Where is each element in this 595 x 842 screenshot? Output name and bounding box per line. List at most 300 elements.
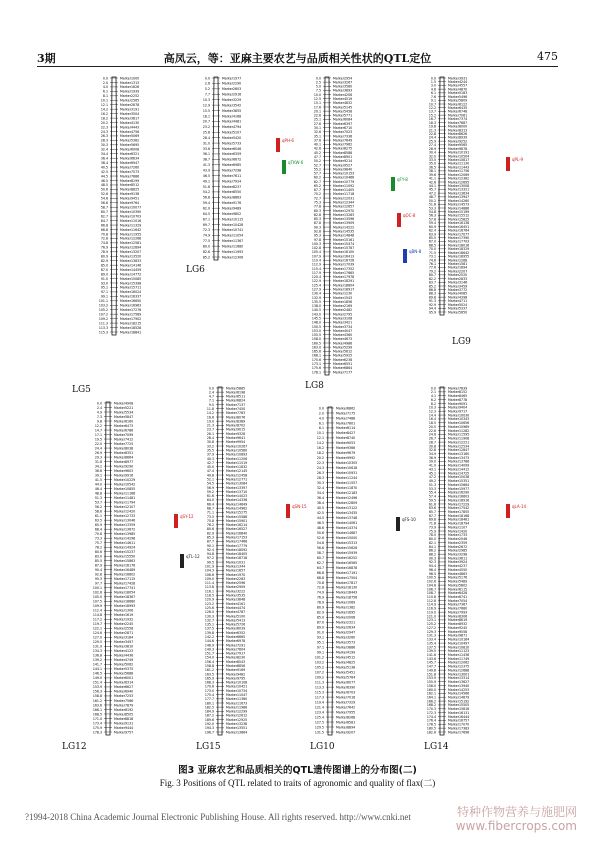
marker-position: 101.9 (204, 564, 214, 569)
marker-name: Marker1306 (114, 608, 134, 613)
marker-position: 52.6 (100, 192, 108, 197)
marker-position: 111.3 (98, 321, 108, 326)
marker-position: 123.2 (204, 601, 214, 606)
marker-name: Marker5100 (226, 614, 246, 619)
marker-name: Marker7099 (114, 432, 134, 437)
marker-position: 22.8 (428, 132, 436, 137)
marker-name: Marker11443 (448, 165, 470, 170)
marker-name: Marker10817 (448, 158, 470, 163)
marker-name: Marker13207 (120, 250, 142, 255)
marker-name: Marker1970 (226, 572, 246, 577)
marker-position: 144.6 (204, 639, 214, 644)
marker-position: 68.4 (94, 527, 102, 532)
marker-position: 17.6 (313, 105, 321, 110)
marker-name: Marker11749 (448, 656, 470, 661)
marker-position: 178.1 (311, 370, 321, 375)
marker-position: 51.3 (428, 482, 436, 487)
linkage-group-lg8 (305, 75, 422, 391)
marker-name: Marker14879 (448, 695, 470, 700)
marker-name: Marker7879 (114, 703, 134, 708)
marker-name: Marker11367 (222, 239, 244, 244)
marker-position: 125.4 (311, 283, 321, 288)
marker-position: 54.2 (202, 190, 210, 195)
marker-position: 56.2 (94, 504, 102, 509)
marker-name: Marker3734 (333, 324, 353, 329)
marker-name: Marker7573 (120, 169, 140, 174)
marker-position: 192.0 (204, 722, 214, 727)
marker-name: Marker2909 (226, 585, 246, 590)
marker-name: Marker8465 (448, 394, 468, 399)
marker-position: 87.8 (313, 221, 321, 226)
marker-position: 58.7 (100, 205, 108, 210)
marker-name: Marker7680 (448, 606, 468, 611)
marker-name: Marker10421 (226, 684, 248, 689)
marker-position: 112.4 (92, 608, 102, 613)
marker-position: 73.5 (206, 514, 214, 519)
marker-name: Marker4787 (226, 610, 246, 615)
marker-position: 168.5 (92, 712, 102, 717)
marker-position: 100.3 (311, 241, 321, 246)
marker-position: 73.1 (428, 254, 436, 259)
marker-position: 125.4 (314, 715, 324, 720)
marker-position: 176.4 (426, 718, 436, 723)
marker-name: Marker8275 (333, 146, 353, 151)
marker-position: 54.8 (428, 210, 436, 215)
linkage-group-lg14 (420, 385, 530, 752)
marker-name: Marker8543 (226, 659, 246, 664)
qtl-interval (174, 513, 194, 528)
marker-position: 162.1 (426, 691, 436, 696)
marker-name: Marker16100 (333, 250, 355, 255)
marker-position: 95.1 (316, 640, 324, 645)
marker-position: 52.6 (316, 535, 324, 540)
marker-position: 56.3 (428, 213, 436, 218)
marker-name: Marker13238 (226, 722, 248, 727)
marker-name: Marker17817 (336, 580, 358, 585)
marker-position: 23.2 (202, 125, 210, 130)
marker-position: 75.3 (313, 200, 321, 205)
marker-position: 56.9 (206, 485, 214, 490)
marker-name: Marker10810 (448, 645, 470, 650)
marker-name: Marker5695 (120, 143, 140, 148)
marker-position: 184.9 (204, 709, 214, 714)
marker-position: 112.8 (426, 598, 436, 603)
marker-name: Marker4519 (333, 97, 353, 102)
marker-name: Marker4550 (448, 567, 468, 572)
marker-name: Marker14253 (448, 687, 470, 692)
marker-position: 41.1 (428, 176, 436, 181)
marker-position: 49.2 (428, 479, 436, 484)
lg-label: LG8 (305, 381, 324, 391)
marker-name: Marker17855 (448, 509, 470, 514)
marker-position: 14.4 (428, 413, 436, 418)
marker-position: 148.0 (311, 320, 321, 325)
marker-name: Marker2482 (333, 308, 353, 313)
marker-name: Marker7611 (222, 173, 242, 178)
marker-name: Marker4474 (226, 605, 246, 610)
marker-position: 40.5 (316, 505, 324, 510)
marker-position: 34.4 (316, 491, 324, 496)
qtl-interval (506, 504, 527, 518)
marker-position: 78.9 (100, 250, 108, 255)
marker-name: Marker2795 (333, 312, 353, 317)
marker-position: 161.2 (92, 698, 102, 703)
marker-name: Marker13435 (336, 510, 358, 515)
marker-position: 2.1 (430, 390, 436, 395)
marker-position: 80.6 (94, 550, 102, 555)
site-watermark (456, 805, 577, 833)
marker-name: Marker11329 (120, 223, 142, 228)
marker-position: 116.9 (426, 606, 436, 611)
marker-position: 110.4 (311, 258, 321, 263)
marker-position: 196.7 (204, 730, 214, 735)
marker-position: 82.1 (428, 540, 436, 545)
marker-name: Marker3542 (222, 103, 242, 108)
marker-name: Marker4168 (222, 114, 242, 119)
marker-position: 35.5 (206, 448, 214, 453)
marker-name: Marker10580 (226, 448, 248, 453)
marker-name: Marker3497 (114, 640, 134, 645)
marker-name: Marker12809 (336, 501, 358, 506)
marker-position: 4.0 (318, 416, 324, 421)
marker-name: Marker16726 (333, 258, 355, 263)
marker-name: Marker8237 (222, 184, 242, 189)
marker-name: Marker8268 (336, 715, 356, 720)
marker-name: Marker13627 (448, 680, 470, 685)
marker-position: 119.0 (426, 610, 436, 615)
marker-name: Marker4863 (448, 571, 468, 576)
marker-name: Marker7298 (222, 168, 242, 173)
marker-position: 48.7 (428, 195, 436, 200)
marker-position: 75.8 (206, 518, 214, 523)
marker-name: Marker4085 (448, 291, 468, 296)
marker-position: 30.1 (313, 125, 321, 130)
marker-name: Marker17665 (333, 270, 355, 275)
marker-name: Marker6039 (226, 626, 246, 631)
marker-name: Marker6511 (226, 394, 246, 399)
marker-position: 93.0 (100, 281, 108, 286)
marker-position: 46.5 (316, 520, 324, 525)
marker-position: 70.8 (100, 232, 108, 237)
marker-position: 51.6 (202, 184, 210, 189)
marker-name: Marker18443 (336, 590, 358, 595)
marker-position: 145.7 (426, 660, 436, 665)
marker-position: 88.3 (428, 291, 436, 296)
marker-position: 2.0 (102, 80, 108, 85)
marker-position: 138.0 (311, 304, 321, 309)
marker-name: Marker16757 (448, 718, 470, 723)
marker-name: Marker13596 (333, 217, 355, 222)
marker-name: Marker6435 (448, 106, 468, 111)
marker-position: 22.6 (313, 113, 321, 118)
marker-name: Marker17276 (120, 308, 142, 313)
marker-position: 153.0 (311, 328, 321, 333)
marker-position: 12.1 (100, 103, 108, 108)
marker-position: 28.4 (202, 135, 210, 140)
marker-position: 45.2 (313, 150, 321, 155)
marker-name: Marker14412 (448, 467, 470, 472)
marker-name: Marker15351 (448, 479, 470, 484)
marker-name: Marker9764 (120, 201, 140, 206)
marker-name: Marker12306 (222, 255, 244, 260)
marker-position: 32.6 (313, 130, 321, 135)
marker-name: Marker15192 (448, 699, 470, 704)
marker-name: Marker16024 (120, 290, 142, 295)
marker-position: 36.4 (316, 496, 324, 501)
marker-position: 168.1 (311, 353, 321, 358)
marker-name: Marker16963 (120, 303, 142, 308)
marker-position: 129.5 (314, 725, 324, 730)
marker-name: Marker9802 (222, 211, 242, 216)
marker-name: Marker17741 (114, 586, 136, 591)
marker-name: Marker8894 (336, 725, 356, 730)
marker-position: 125.2 (426, 622, 436, 627)
issue-number: 3期 (37, 52, 56, 65)
marker-position: 16.7 (428, 117, 436, 122)
marker-name: Marker1107 (448, 525, 468, 530)
marker-position: 118.5 (204, 593, 214, 598)
figure-caption-en: Fig. 3 Positions of QTL related to traits of agronomic and quality of flax(二) (159, 778, 436, 788)
marker-position: 106.7 (426, 587, 436, 592)
marker-name: Marker2833 (448, 276, 468, 281)
marker-name: Marker9916 (114, 473, 134, 478)
marker-name: Marker12062 (448, 660, 470, 665)
marker-position: 25.8 (202, 130, 210, 135)
marker-position: 102.6 (92, 590, 102, 595)
marker-name: Marker16176 (114, 563, 136, 568)
marker-name: Marker7336 (333, 134, 353, 139)
marker-position: 44.1 (428, 184, 436, 189)
marker-name: Marker5221 (114, 405, 134, 410)
marker-name: Marker11282 (448, 428, 470, 433)
marker-name: Marker6077 (336, 680, 356, 685)
marker-position: 143.6 (426, 656, 436, 661)
marker-position: 7.6 (430, 94, 436, 99)
marker-position: 124.6 (92, 631, 102, 636)
marker-position: 37.6 (313, 138, 321, 143)
marker-name: Marker3260 (336, 635, 356, 640)
linkage-group-lg15 (196, 385, 310, 752)
marker-name: Marker10497 (448, 641, 470, 646)
marker-name: Marker10466 (333, 175, 355, 180)
marker-name: Marker7763 (226, 411, 246, 416)
marker-name: Marker9366 (336, 446, 356, 451)
marker-name: Marker7687 (448, 120, 468, 125)
marker-position: 20.1 (313, 109, 321, 114)
marker-name: Marker9717 (448, 409, 468, 414)
marker-name: Marker11832 (226, 465, 248, 470)
marker-position: 27.6 (313, 121, 321, 126)
marker-position: 113.3 (314, 685, 324, 690)
marker-name: Marker4360 (333, 333, 353, 338)
marker-position: 39.1 (94, 473, 102, 478)
marker-name: Marker9878 (448, 146, 468, 151)
marker-name: Marker2359 (448, 540, 468, 545)
marker-name: Marker8038 (114, 446, 134, 451)
marker-name: Marker3184 (114, 635, 134, 640)
marker-name: Marker7329 (336, 700, 356, 705)
marker-position: 151.7 (204, 651, 214, 656)
marker-name: Marker9138 (120, 192, 140, 197)
marker-position: 132.7 (204, 618, 214, 623)
marker-name: Marker6428 (448, 591, 468, 596)
marker-position: 47.2 (428, 475, 436, 480)
marker-name: Marker16489 (114, 568, 136, 573)
marker-position: 58.6 (94, 509, 102, 514)
marker-name: Marker3298 (448, 552, 468, 557)
marker-position: 82.9 (206, 531, 214, 536)
marker-name: Marker10734 (226, 688, 248, 693)
marker-position: 99.1 (316, 650, 324, 655)
marker-name: Marker11955 (120, 232, 142, 237)
marker-name: Marker8778 (448, 397, 468, 402)
marker-name: Marker14023 (226, 494, 248, 499)
marker-position: 46.5 (100, 178, 108, 183)
marker-name: Marker1382 (336, 605, 356, 610)
marker-name: Marker1543 (333, 295, 353, 300)
marker-name: Marker7924 (222, 179, 242, 184)
marker-name: Marker18718 (226, 556, 248, 561)
marker-position: 163.6 (92, 703, 102, 708)
marker-position: 21.3 (206, 423, 214, 428)
marker-name: Marker18841 (120, 330, 142, 335)
qtl-interval (286, 504, 307, 518)
marker-position: 180.1 (204, 701, 214, 706)
marker-position: 65.7 (428, 509, 436, 514)
marker-name: Marker7725 (114, 441, 134, 446)
marker-position: 132.9 (311, 295, 321, 300)
marker-position: 26.3 (100, 134, 108, 139)
marker-name: Marker17153 (226, 535, 248, 540)
marker-position: 28.3 (100, 138, 108, 143)
marker-position: 59.2 (206, 489, 214, 494)
marker-position: 62.7 (313, 179, 321, 184)
marker-position: 72.3 (202, 228, 210, 233)
marker-name: Marker2321 (336, 620, 356, 625)
marker-position: 83.0 (94, 554, 102, 559)
marker-name: Marker5489 (448, 579, 468, 584)
marker-position: 77.5 (202, 239, 210, 244)
marker-name: Marker16878 (336, 565, 358, 570)
marker-position: 113.3 (98, 325, 108, 330)
marker-name: Marker2947 (336, 630, 356, 635)
marker-position: 12.2 (428, 106, 436, 111)
marker-name: Marker3222 (226, 589, 246, 594)
marker-name: Marker11756 (448, 169, 470, 174)
marker-position: 16.6 (206, 415, 214, 420)
marker-position: 47.7 (313, 154, 321, 159)
marker-name: Marker3886 (336, 645, 356, 650)
chromosome-bar (327, 407, 333, 735)
marker-name: Marker7260 (120, 165, 140, 170)
marker-position: 109.2 (314, 675, 324, 680)
marker-position: 65.2 (313, 183, 321, 188)
marker-name: Marker9169 (226, 668, 246, 673)
marker-position: 178.5 (426, 722, 436, 727)
marker-position: 1.5 (430, 80, 436, 85)
marker-name: Marker18917 (333, 287, 355, 292)
marker-name: Marker1344 (226, 564, 246, 569)
marker-name: Marker11360 (226, 697, 248, 702)
marker-name: Marker12847 (448, 448, 470, 453)
marker-name: Marker13314 (448, 676, 470, 681)
marker-position: 4.1 (430, 394, 436, 399)
marker-position: 74.8 (100, 241, 108, 246)
marker-position: 103.2 (314, 660, 324, 665)
marker-position: 122.1 (92, 626, 102, 631)
marker-position: 16.2 (100, 111, 108, 116)
marker-position: 18.2 (100, 116, 108, 121)
marker-position: 73.3 (94, 536, 102, 541)
marker-position: 135.4 (426, 641, 436, 646)
marker-position: 129.5 (92, 640, 102, 645)
marker-position: 5.2 (204, 87, 210, 92)
linkage-group-lg5 (72, 75, 198, 395)
marker-name: Marker5496 (448, 94, 468, 99)
marker-position: 144.1 (92, 667, 102, 672)
marker-name: Marker5107 (222, 130, 242, 135)
marker-position: 75.7 (94, 541, 102, 546)
marker-position: 30.8 (206, 440, 214, 445)
marker-name: Marker10343 (448, 417, 470, 422)
marker-name: Marker14924 (114, 545, 136, 550)
marker-position: 40.3 (206, 456, 214, 461)
marker-position: 26.3 (316, 471, 324, 476)
marker-position: 68.5 (428, 243, 436, 248)
marker-name: Marker1695 (336, 610, 356, 615)
marker-position: 140.5 (311, 308, 321, 313)
marker-name: Marker14725 (448, 471, 470, 476)
marker-position: 13.7 (428, 109, 436, 114)
marker-position: 62.4 (428, 228, 436, 233)
marker-position: 56.8 (202, 195, 210, 200)
marker-name: Marker12107 (114, 504, 136, 509)
marker-position: 104.3 (204, 568, 214, 573)
marker-name: Marker1268 (448, 258, 468, 263)
marker-name: Marker9757 (114, 730, 134, 735)
marker-position: 115.3 (314, 690, 324, 695)
marker-position: 53.3 (428, 206, 436, 211)
marker-name: Marker13748 (336, 515, 358, 520)
marker-name: Marker1733 (448, 533, 468, 538)
marker-name: Marker4756 (120, 129, 140, 134)
marker-position: 27.4 (428, 143, 436, 148)
marker-position: 158.0 (426, 683, 436, 688)
marker-name: Marker12496 (336, 496, 358, 501)
marker-position: 36.6 (94, 468, 102, 473)
marker-position: 42.6 (313, 146, 321, 151)
marker-name: Marker15825 (448, 217, 470, 222)
copyright-footer: ?1994-2018 China Academic Journal Electronic Publishing House. All rights reserved. http://www.cnki.net (25, 812, 411, 822)
marker-position: 12.1 (316, 436, 324, 441)
marker-name: Marker13359 (114, 522, 136, 527)
marker-name: Marker15474 (333, 241, 355, 246)
marker-name: Marker6940 (114, 689, 134, 694)
marker-position: 39.6 (428, 172, 436, 177)
marker-name: Marker8619 (448, 618, 468, 623)
marker-position: 14.2 (316, 441, 324, 446)
marker-name: Marker18130 (336, 585, 358, 590)
marker-name: Marker5451 (336, 670, 356, 675)
marker-position: 14.7 (94, 428, 102, 433)
marker-name: Marker6352 (226, 630, 246, 635)
marker-position: 160.0 (426, 687, 436, 692)
marker-position: 45.1 (428, 471, 436, 476)
marker-position: 89.0 (316, 625, 324, 630)
marker-name: Marker11168 (114, 491, 136, 496)
marker-name: Marker18680 (114, 599, 136, 604)
marker-name: Marker16451 (448, 224, 470, 229)
